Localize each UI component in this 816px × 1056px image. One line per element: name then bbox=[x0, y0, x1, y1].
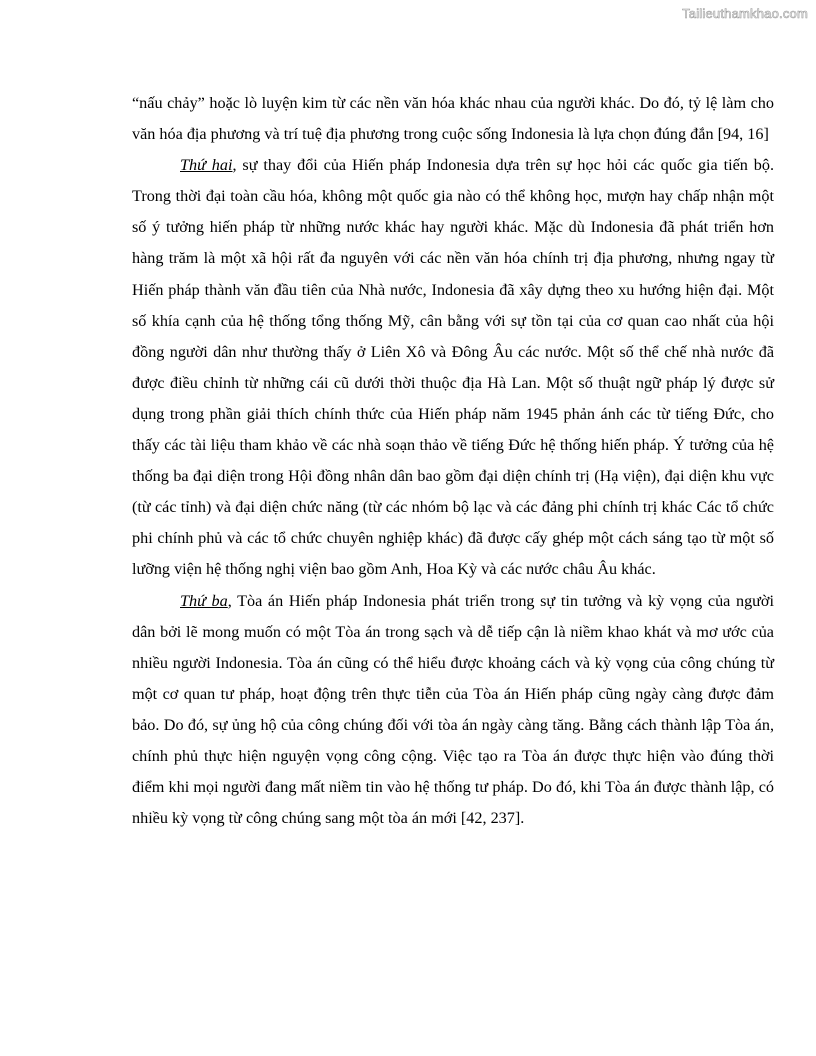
paragraph-third bbox=[132, 586, 774, 835]
paragraph-intro: “nấu chảy” hoặc lò luyện kim từ các nền văn hóa khác nhau của người khác. Do đó, tỷ lệ làm cho văn hóa địa phương và trí tuệ địa phương trong cuộc sống Indonesia là lựa chọn đúng đắn [94, 16] bbox=[132, 94, 774, 144]
paragraph-lead-second: Thứ hai bbox=[180, 156, 233, 175]
document-body bbox=[132, 88, 774, 834]
paragraph-lead-third: Thứ ba bbox=[180, 591, 228, 610]
paragraph-text-second: , sự thay đổi của Hiến pháp Indonesia dựa trên sự học hỏi các quốc gia tiến bộ. Trong thời đại toàn cầu hóa, không một quốc gia nào có thể không học, mượn hay chấp nhận một số ý tưởng hiến pháp từ những nước khác hay người khác. Mặc dù Indonesia đã phát triển hơn hàng trăm là một xã hội rất đa nguyên với các nền văn hóa chính trị địa phương, nhưng ngay từ Hiến pháp thành văn đầu tiên của Nhà nước, Indonesia đã xây dựng theo xu hướng hiện đại. Một số khía cạnh của hệ thống tổng thống Mỹ, cân bằng với sự tồn tại của cơ quan cao nhất của hội đồng người dân như thường thấy ở Liên Xô và Đông Âu các nước. Một số thể chế nhà nước đã được điều chỉnh từ những cái cũ dưới thời thuộc địa Hà Lan. Một số thuật ngữ pháp lý được sử dụng trong phần giải thích chính thức của Hiến pháp năm 1945 phản ánh các từ tiếng Đức, cho thấy các tài liệu tham khảo về các nhà soạn thảo về tiếng Đức hệ thống hiến pháp. Ý tưởng của hệ thống ba đại diện trong Hội đồng nhân dân bao gồm đại diện chính trị (Hạ viện), đại diện khu vực (từ các tỉnh) và đại diện chức năng (từ các nhóm bộ lạc và các đảng phi chính trị khác Các tổ chức phi chính phủ và các tổ chức chuyên nghiệp khác) đã được cấy ghép một cách sáng tạo từ một số lưỡng viện hệ thống nghị viện bao gồm Anh, Hoa Kỳ và các nước châu Âu khác. bbox=[132, 156, 774, 579]
watermark-text: Tailieuthamkhao.com bbox=[682, 6, 808, 21]
paragraph-text-third: , Tòa án Hiến pháp Indonesia phát triển trong sự tin tưởng và kỳ vọng của người dân bởi lẽ mong muốn có một Tòa án trong sạch và dễ tiếp cận là niềm khao khát và mơ ước của nhiều người Indonesia. Tòa án cũng có thể hiểu được khoảng cách và kỳ vọng của công chúng từ một cơ quan tư pháp, hoạt động trên thực tiễn của Tòa án Hiến pháp cũng ngày càng được đảm bảo. Do đó, sự ủng hộ của công chúng đối với tòa án ngày càng tăng. Bằng cách thành lập Tòa án, chính phủ thực hiện nguyện vọng công cộng. Việc tạo ra Tòa án được thực hiện vào đúng thời điểm khi mọi người đang mất niềm tin vào hệ thống tư pháp. Do đó, khi Tòa án được thành lập, có nhiều kỳ vọng từ công chúng sang một tòa án mới [42, 237]. bbox=[132, 591, 774, 828]
paragraph-second bbox=[132, 150, 774, 585]
